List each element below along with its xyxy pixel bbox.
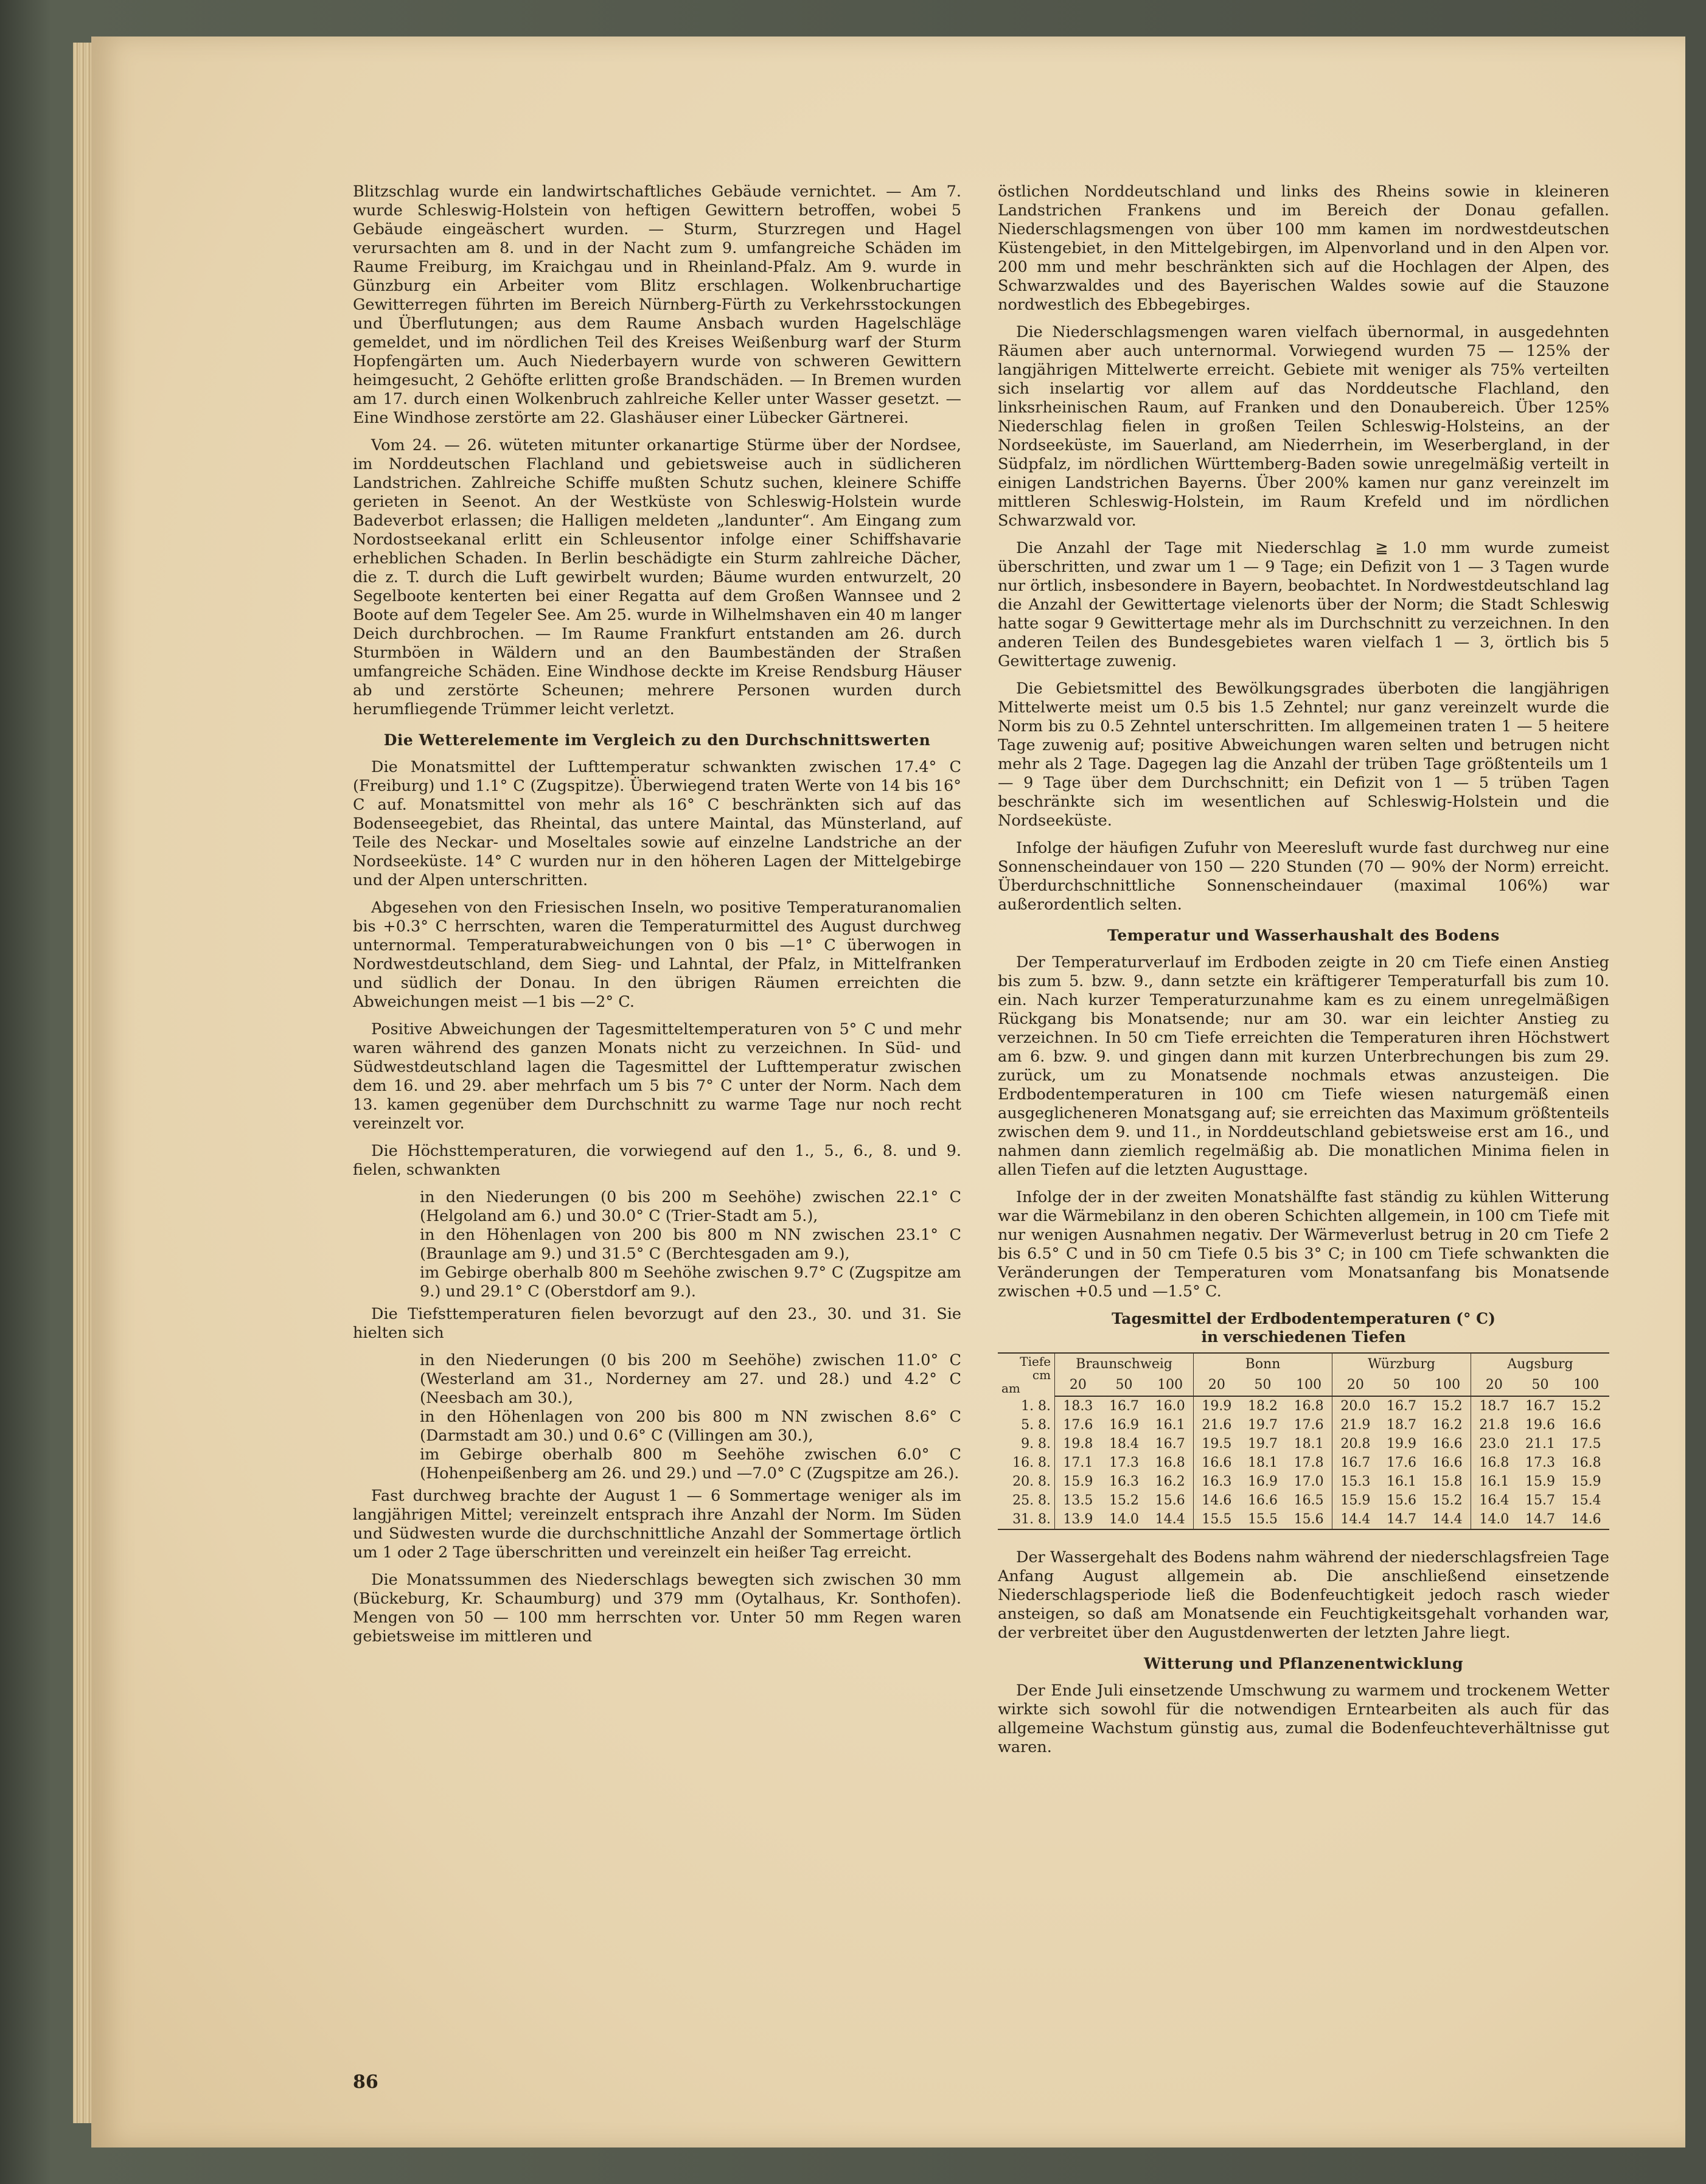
- temperature-cell: 16.7: [1525, 1399, 1555, 1414]
- temperature-cell: 16.8: [1471, 1453, 1517, 1472]
- temperature-cell: 16.7: [1109, 1399, 1140, 1414]
- depth-header: 100: [1147, 1375, 1193, 1397]
- list-item: in den Niederungen (0 bis 200 m Seehöhe) zwischen 11.0° C (Westerland am 31., Norderney am 27. und 28.) und 4.2° C (Neesbach am 30.),: [420, 1351, 961, 1407]
- date-cell: 5. 8.: [1021, 1417, 1051, 1433]
- temperature-cell: 15.7: [1525, 1493, 1555, 1508]
- temperature-cell: 15.9: [1571, 1474, 1601, 1489]
- temperature-cell: 16.1: [1471, 1472, 1517, 1491]
- list-item: im Gebirge oberhalb 800 m Seehöhe zwischen 6.0° C (Hohenpeißenberg am 26. und 29.) und —7.0° C (Zugspitze am 26.).: [420, 1445, 961, 1483]
- temperature-cell: 17.3: [1525, 1455, 1555, 1470]
- temperature-cell: 16.3: [1194, 1472, 1240, 1491]
- corner-unit-label: cm: [1032, 1368, 1051, 1382]
- temperature-cell: 19.7: [1248, 1436, 1278, 1452]
- temperature-cell: 16.7: [1332, 1453, 1379, 1472]
- section-heading: Die Wetterelemente im Vergleich zu den Durchschnittswerten: [383, 731, 931, 749]
- right-column: [998, 183, 1609, 1765]
- temperature-cell: 13.5: [1055, 1491, 1101, 1510]
- temperature-cell: 16.4: [1471, 1491, 1517, 1510]
- temperature-cell: 16.1: [1155, 1417, 1185, 1433]
- temperature-cell: 14.4: [1424, 1510, 1471, 1529]
- depth-header: 50: [1379, 1375, 1425, 1397]
- temperature-cell: 20.8: [1332, 1435, 1379, 1453]
- depth-header: 50: [1101, 1375, 1147, 1397]
- page-number: 86: [353, 2071, 378, 2093]
- temperature-cell: 16.7: [1387, 1399, 1417, 1414]
- temperature-cell: 16.9: [1248, 1474, 1278, 1489]
- table-row: [998, 1491, 1609, 1510]
- corner-depth-label: Tiefe: [1020, 1354, 1051, 1369]
- soil-temperature-table: [998, 1352, 1609, 1530]
- depth-header-row: [998, 1375, 1609, 1397]
- temperature-cell: 21.8: [1471, 1416, 1517, 1435]
- temperature-cell: 16.6: [1571, 1417, 1601, 1433]
- temperature-cell: 15.6: [1155, 1493, 1185, 1508]
- temperature-cell: 23.0: [1471, 1435, 1517, 1453]
- date-cell: 20. 8.: [1012, 1474, 1051, 1489]
- paragraph: Infolge der häufigen Zufuhr von Meeresluft wurde fast durchweg nur eine Sonnenscheindauer von 150 — 220 Stunden (70 — 90% der Norm) erreicht. Überdurchschnittliche Sonnenscheindauer (maximal 106%) war außerordentlich selten.: [998, 839, 1609, 914]
- station-header: Augsburg: [1471, 1353, 1609, 1375]
- table-row: [998, 1416, 1609, 1435]
- temperature-cell: 21.6: [1194, 1416, 1240, 1435]
- paragraph: Infolge der in der zweiten Monatshälfte fast ständig zu kühlen Witterung war die Wärmebilanz in den oberen Schichten allgemein, in 100 cm Tiefe mit nur wenigen Ausnahmen negativ. Der Wärmeverlust betrug in 20 cm Tiefe 2 bis 6.5° C und in 50 cm Tiefe 0.5 bis 3° C; in 100 cm Tiefe schwankten die Veränderungen der Temperaturen vom Monatsanfang bis Monatsende zwischen +0.5 und —1.5° C.: [998, 1188, 1609, 1301]
- temperature-cell: 14.7: [1517, 1510, 1564, 1529]
- temperature-cell: 15.5: [1240, 1510, 1286, 1529]
- depth-header: 20: [1194, 1375, 1240, 1397]
- paragraph: Die Höchsttemperaturen, die vorwiegend auf den 1., 5., 6., 8. und 9. fielen, schwankten: [353, 1142, 961, 1179]
- temperature-cell: 15.9: [1332, 1491, 1379, 1510]
- table-title-line: in verschiedenen Tiefen: [1201, 1328, 1406, 1346]
- date-cell: 1. 8.: [1021, 1398, 1051, 1414]
- section-heading: Temperatur und Wasserhaushalt des Bodens: [1107, 927, 1500, 944]
- temperature-cell: 16.8: [1293, 1399, 1324, 1414]
- temperature-cell: 15.2: [1571, 1399, 1601, 1414]
- temperature-cell: 14.7: [1379, 1510, 1425, 1529]
- table-row: [998, 1472, 1609, 1491]
- temperature-cell: 21.9: [1332, 1416, 1379, 1435]
- table-body: [998, 1396, 1609, 1529]
- date-cell: 25. 8.: [1012, 1493, 1051, 1508]
- temperature-cell: 16.6: [1432, 1436, 1463, 1452]
- temperature-cell: 18.4: [1109, 1436, 1140, 1452]
- paragraph: Der Ende Juli einsetzende Umschwung zu warmem und trockenem Wetter wirkte sich sowohl für die notwendigen Erntearbeiten als auch für das allgemeine Wachstum günstig aus, zumal die Bodenfeuchteverhältnisse gut waren.: [998, 1681, 1609, 1756]
- paragraph: Die Tiefsttemperaturen fielen bevorzugt auf den 23., 30. und 31. Sie hielten sich: [353, 1305, 961, 1342]
- temperature-cell: 15.6: [1286, 1510, 1332, 1529]
- temperature-cell: 14.4: [1332, 1510, 1379, 1529]
- temperature-cell: 15.4: [1571, 1493, 1601, 1508]
- depth-header: 100: [1563, 1375, 1609, 1397]
- temperature-cell: 16.6: [1194, 1453, 1240, 1472]
- temperature-cell: 18.2: [1248, 1399, 1278, 1414]
- depth-header: 20: [1471, 1375, 1517, 1397]
- temperature-cell: 17.6: [1387, 1455, 1417, 1470]
- temperature-cell: 16.8: [1571, 1455, 1601, 1470]
- temperature-cell: 15.2: [1109, 1493, 1140, 1508]
- temperature-cell: 17.5: [1571, 1436, 1601, 1452]
- temperature-cell: 19.6: [1525, 1417, 1555, 1433]
- temperature-cell: 16.1: [1387, 1474, 1417, 1489]
- temperature-cell: 21.1: [1525, 1436, 1555, 1452]
- date-cell: 16. 8.: [1012, 1455, 1051, 1470]
- temperature-cell: 14.0: [1101, 1510, 1147, 1529]
- temperature-cell: 14.6: [1194, 1491, 1240, 1510]
- temperature-cell: 16.6: [1248, 1493, 1278, 1508]
- paragraph: Fast durchweg brachte der August 1 — 6 Sommertage weniger als im langjährigen Mittel; vereinzelt entsprach ihre Anzahl der Norm. Im Süden und Südwesten wurde die durchschnittliche Anzahl der Sommertage örtlich um 1 oder 2 Tage überschritten und vereinzelt ein heißer Tag erreicht.: [353, 1487, 961, 1562]
- temperature-cell: 17.1: [1055, 1453, 1101, 1472]
- paragraph: Vom 24. — 26. wüteten mitunter orkanartige Stürme über der Nordsee, im Norddeutschen Flachland und gebietsweise auch in südlicheren Landstrichen. Zahlreiche Schiffe mußten Schutz suchen, kleinere Schiffe gerieten in Seenot. An der Westküste von Schleswig-Holstein wurde Badeverbot erlassen; die Halligen meldeten „landunter“. Am Eingang zum Nordostseekanal erlitt ein Schleusentor infolge einer Schiffshavarie erheblichen Schaden. In Berlin beschädigte ein Sturm zahlreiche Dächer, die z. T. durch die Luft gewirbelt wurden; Bäume wurden entwurzelt, 20 Segelboote kenterten bei einer Regatta auf dem Großen Wannsee und 2 Boote auf dem Tegeler See. Am 25. wurde in Wilhelmshaven ein 40 m langer Deich durchbrochen. — Im Raume Frankfurt entstanden am 26. durch Sturmböen in Wäldern und an den Baumbeständen der Straßen umfangreiche Schäden. Eine Windhose deckte im Kreise Rendsburg Häuser ab und zerstörte Scheunen; mehrere Personen wurden durch herumfliegende Trümmer leicht verletzt.: [353, 436, 961, 718]
- temperature-cell: 17.3: [1109, 1455, 1140, 1470]
- paragraph: östlichen Norddeutschland und links des Rheins sowie in kleineren Landstrichen Frankens und im Bereich der Donau gefallen. Niederschlagsmengen von über 100 mm kamen im nordwestdeutschen Küstengebiet, in den Mittelgebirgen, im Alpenvorland und in den Alpen vor. 200 mm und mehr beschränkten sich auf die Hochlagen der Alpen, des Schwarzwaldes und des Bayerischen Waldes sowie auf die Stauzone nordwestlich des Ebbegebirges.: [998, 183, 1609, 314]
- station-header: Würzburg: [1332, 1353, 1471, 1375]
- min-temperature-list: [353, 1351, 961, 1483]
- temperature-cell: 16.5: [1293, 1493, 1324, 1508]
- table-row: [998, 1510, 1609, 1529]
- paragraph: Die Anzahl der Tage mit Niederschlag ≧ 1.0 mm wurde zumeist überschritten, und zwar um 1 — 9 Tage; ein Defizit von 1 — 3 Tagen wurde nur örtlich, insbesondere in Bayern, beobachtet. In Nordwestdeutschland lag die Anzahl der Gewittertage vielenorts über der Norm; die Stadt Schleswig hatte sogar 9 Gewittertage mehr als im Durchschnitt zu verzeichnen. In den anderen Teilen des Bundesgebietes waren vielfach 1 — 3, örtlich bis 5 Gewittertage zuwenig.: [998, 539, 1609, 670]
- depth-header: 20: [1055, 1375, 1101, 1397]
- table-title: [998, 1310, 1609, 1346]
- temperature-cell: 14.4: [1147, 1510, 1193, 1529]
- temperature-cell: 14.6: [1563, 1510, 1609, 1529]
- list-item: in den Höhenlagen von 200 bis 800 m NN zwischen 8.6° C (Darmstadt am 30.) und 0.6° C (Villingen am 30.),: [420, 1408, 961, 1445]
- temperature-cell: 18.1: [1293, 1436, 1324, 1452]
- temperature-cell: 14.0: [1471, 1510, 1517, 1529]
- temperature-cell: 18.7: [1387, 1417, 1417, 1433]
- temperature-cell: 13.9: [1055, 1510, 1101, 1529]
- temperature-cell: 16.0: [1155, 1399, 1185, 1414]
- depth-header: 50: [1240, 1375, 1286, 1397]
- list-item: in den Höhenlagen von 200 bis 800 m NN zwischen 23.1° C (Braunlage am 9.) und 31.5° C (Berchtesgaden am 9.),: [420, 1226, 961, 1263]
- max-temperature-list: [353, 1188, 961, 1301]
- temperature-cell: 18.1: [1248, 1455, 1278, 1470]
- station-header: Bonn: [1194, 1353, 1332, 1375]
- corner-date-label: am: [1001, 1381, 1020, 1396]
- table-row: [998, 1396, 1609, 1416]
- list-item: in den Niederungen (0 bis 200 m Seehöhe) zwischen 22.1° C (Helgoland am 6.) und 30.0° C (Trier-Stadt am 5.),: [420, 1188, 961, 1225]
- temperature-cell: 15.6: [1387, 1493, 1417, 1508]
- temperature-cell: 17.8: [1293, 1455, 1324, 1470]
- depth-header: 100: [1424, 1375, 1471, 1397]
- paragraph: Positive Abweichungen der Tagesmitteltemperaturen von 5° C und mehr waren während des ganzen Monats nicht zu verzeichnen. In Süd- und Südwestdeutschland lagen die Tagesmittel der Lufttemperatur zwischen dem 16. und 29. aber mehrfach um 5 bis 7° C unter der Norm. Nach dem 13. kamen gegenüber dem Durchschnitt zu warme Tage nur noch recht vereinzelt vor.: [353, 1020, 961, 1133]
- paragraph: Der Wassergehalt des Bodens nahm während der niederschlagsfreien Tage Anfang August allgemein ab. Die anschließend einsetzende Niederschlagsperiode ließ die Bodenfeuchtigkeit jedoch rasch wieder ansteigen, so daß am Monatsende ein Feuchtigkeitsgehalt vorhanden war, der verbreitet über den Augustdenwerten der letzten Jahre liegt.: [998, 1548, 1609, 1642]
- temperature-cell: 20.0: [1332, 1396, 1379, 1416]
- paragraph: Die Gebietsmittel des Bewölkungsgrades überboten die langjährigen Mittelwerte meist um 0.5 bis 1.5 Zehntel; nur ganz vereinzelt wurde die Norm bis zu 0.5 Zehntel unterschritten. Im allgemeinen traten 1 — 5 heitere Tage zuwenig auf; positive Abweichungen waren selten und betrugen nicht mehr als 2 Tage. Dagegen lag die Anzahl der trüben Tage größtenteils um 1 — 9 Tage über dem Durchschnitt; ein Defizit von 1 — 5 trüben Tagen beschränkte sich im wesentlichen auf Schleswig-Holstein und die Nordseeküste.: [998, 680, 1609, 830]
- temperature-cell: 17.6: [1055, 1416, 1101, 1435]
- temperature-cell: 16.3: [1109, 1474, 1140, 1489]
- temperature-cell: 15.2: [1432, 1399, 1463, 1414]
- temperature-cell: 19.7: [1248, 1417, 1278, 1433]
- list-item: im Gebirge oberhalb 800 m Seehöhe zwischen 9.7° C (Zugspitze am 9.) und 29.1° C (Oberstdorf am 9.).: [420, 1264, 961, 1301]
- date-cell: 31. 8.: [998, 1510, 1055, 1529]
- table-row: [998, 1435, 1609, 1453]
- depth-header: 100: [1286, 1375, 1332, 1397]
- temperature-cell: 17.0: [1293, 1474, 1324, 1489]
- depth-header: 20: [1332, 1375, 1379, 1397]
- temperature-cell: 16.7: [1155, 1436, 1185, 1452]
- paragraph: Der Temperaturverlauf im Erdboden zeigte in 20 cm Tiefe einen Anstieg bis zum 5. bzw. 9., dann setzte ein kräftigerer Temperaturfall bis zum 10. ein. Nach kurzer Temperaturzunahme kam es zu einem unregelmäßigen Rückgang bis Monatsende; nur am 30. war ein leichter Anstieg zu verzeichnen. In 50 cm Tiefe erreichten die Temperaturen ihren Höchstwert am 6. bzw. 9. und gingen dann mit kurzen Unterbrechungen bis zum 29. zurück, um zu Monatsende nochmals etwas anzusteigen. Die Erdbodentemperaturen in 100 cm Tiefe wiesen naturgemäß einen ausgeglicheneren Monatsgang auf; sie erreichten das Maximum größtenteils zwischen dem 9. und 11., in Norddeutschland gebietsweise erst am 16., und nahmen dann ziemlich regelmäßig ab. Die monatlichen Minima fielen in allen Tiefen auf die letzten Augusttage.: [998, 953, 1609, 1179]
- temperature-cell: 15.2: [1432, 1493, 1463, 1508]
- table-corner-cell: [998, 1353, 1055, 1396]
- temperature-cell: 15.3: [1332, 1472, 1379, 1491]
- temperature-cell: 16.2: [1155, 1474, 1185, 1489]
- temperature-cell: 18.3: [1055, 1396, 1101, 1416]
- paragraph: Die Monatssummen des Niederschlags bewegten sich zwischen 30 mm (Bückeburg, Kr. Schaumburg) und 379 mm (Oytalhaus, Kr. Sonthofen). Mengen von 50 — 100 mm herrschten vor. Unter 50 mm Regen waren gebietsweise im mittleren und: [353, 1571, 961, 1646]
- temperature-cell: 15.5: [1194, 1510, 1240, 1529]
- paragraph: Die Niederschlagsmengen waren vielfach übernormal, in ausgedehnten Räumen aber auch unternormal. Vorwiegend wurden 75 — 125% der langjährigen Mittelwerte erreicht. Gebiete mit weniger als 75% verteilten sich inselartig vor allem auf das Norddeutsche Flachland, den linksrheinischen Raum, auf Franken und den Donaubereich. Über 125% Niederschlag fielen in großen Teilen Schleswig-Holsteins, an der Nordseeküste, im Sauerland, am Niederrhein, im Weserbergland, in der Südpfalz, im nördlichen Württemberg-Baden sowie unregelmäßig verteilt in einigen Landstrichen Bayerns. Über 200% kamen nur ganz vereinzelt im mittleren Schleswig-Holstein, im Raum Krefeld und im nördlichen Schwarzwald vor.: [998, 323, 1609, 530]
- temperature-cell: 19.8: [1055, 1435, 1101, 1453]
- station-header: Braunschweig: [1055, 1353, 1194, 1375]
- temperature-cell: 17.6: [1293, 1417, 1324, 1433]
- temperature-cell: 19.9: [1194, 1396, 1240, 1416]
- temperature-cell: 16.8: [1155, 1455, 1185, 1470]
- temperature-cell: 15.9: [1055, 1472, 1101, 1491]
- temperature-cell: 15.9: [1525, 1474, 1555, 1489]
- depth-header: 50: [1517, 1375, 1564, 1397]
- paragraph: Abgesehen von den Friesischen Inseln, wo positive Temperaturanomalien bis +0.3° C herrschten, waren die Temperaturmittel des August durchweg unternormal. Temperaturabweichungen von 0 bis —1° C überwogen in Nordwestdeutschland, dem Sieg- und Lahntal, der Pfalz, in Mittelfranken und südlich der Donau. In den übrigen Räumen erreichten die Abweichungen meist —1 bis —2° C.: [353, 899, 961, 1011]
- temperature-cell: 15.8: [1432, 1474, 1463, 1489]
- paragraph: Blitzschlag wurde ein landwirtschaftliches Gebäude vernichtet. — Am 7. wurde Schleswig-Holstein von heftigen Gewittern betroffen, wobei 5 Gebäude eingeäschert wurden. — Sturm, Sturzregen und Hagel verursachten am 8. und in der Nacht zum 9. umfangreiche Schäden im Raume Freiburg, im Kraichgau und in Rheinland-Pfalz. Am 9. wurde in Günzburg ein Arbeiter vom Blitz erschlagen. Wolkenbruchartige Gewitterregen führten im Bereich Nürnberg-Fürth zu Verkehrsstockungen und Überflutungen; aus dem Raume Ansbach wurden Hagelschläge gemeldet, und im nördlichen Teil des Kreises Weißenburg warf der Sturm Hopfengärten um. Auch Niederbayern wurde von schweren Gewittern heimgesucht, 2 Gehöfte erlitten große Brandschäden. — In Bremen wurden am 17. durch einen Wolkenbruch zahlreiche Keller unter Wasser gesetzt. — Eine Windhose zerstörte am 22. Glashäuser einer Lübecker Gärtnerei.: [353, 183, 961, 427]
- table-row: [998, 1453, 1609, 1472]
- date-cell: 9. 8.: [1021, 1436, 1051, 1452]
- temperature-cell: 16.9: [1109, 1417, 1140, 1433]
- section-heading: Witterung und Pflanzenentwicklung: [1143, 1655, 1464, 1672]
- temperature-cell: 16.6: [1432, 1455, 1463, 1470]
- temperature-cell: 19.9: [1387, 1436, 1417, 1452]
- temperature-cell: 16.2: [1432, 1417, 1463, 1433]
- table-title-line: Tagesmittel der Erdbodentemperaturen (° C): [1112, 1310, 1495, 1327]
- paragraph: Die Monatsmittel der Lufttemperatur schwankten zwischen 17.4° C (Freiburg) und 1.1° C (Zugspitze). Überwiegend traten Werte von 14 bis 16° C auf. Monatsmittel von mehr als 16° C beschränkten sich auf das Bodenseegebiet, das Rheintal, das untere Maintal, das Münsterland, auf Teile des Neckar- und Moseltales sowie auf einzelne Landstriche an der Nordseeküste. 14° C wurden nur in den höheren Lagen der Mittelgebirge und der Alpen unterschritten.: [353, 758, 961, 889]
- left-column: [353, 183, 961, 1655]
- temperature-cell: 19.5: [1194, 1435, 1240, 1453]
- temperature-cell: 18.7: [1471, 1396, 1517, 1416]
